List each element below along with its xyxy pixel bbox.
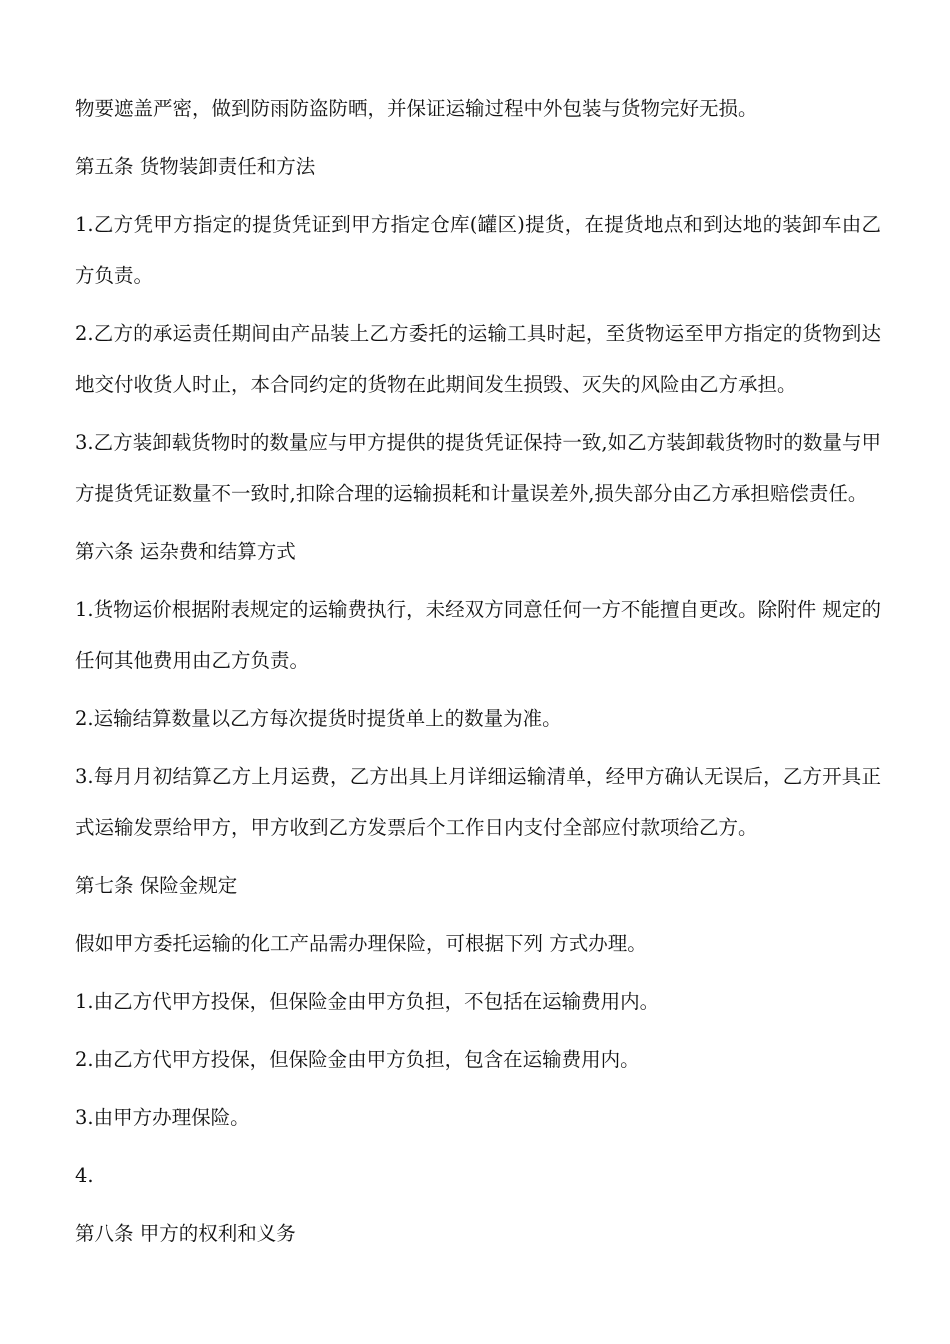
article-6-clause-3: 3.每月月初结算乙方上月运费，乙方出具上月详细运输清单，经甲方确认无误后，乙方开具正式运输发票给甲方，甲方收到乙方发票后个工作日内支付全部应付款项给乙方。 xyxy=(75,765,881,839)
article-5-heading: 第五条 货物装卸责任和方法 xyxy=(75,155,316,178)
article-6-heading: 第六条 运杂费和结算方式 xyxy=(75,540,296,563)
article-7-option-1: 1.由乙方代甲方投保，但保险金由甲方负担，不包括在运输费用内。 xyxy=(75,990,660,1013)
article-7-heading: 第七条 保险金规定 xyxy=(75,874,238,897)
article-7-option-3: 3.由甲方办理保险。 xyxy=(75,1106,250,1129)
paragraph-continuation: 物要遮盖严密，做到防雨防盗防晒，并保证运输过程中外包装与货物完好无损。 xyxy=(75,97,758,120)
article-8-heading: 第八条 甲方的权利和义务 xyxy=(75,1222,296,1245)
article-6-clause-1: 1.货物运价根据附表规定的运输费执行，未经双方同意任何一方不能擅自更改。除附件 规定的任何其他费用由乙方负责。 xyxy=(75,598,881,672)
article-5-clause-3: 3.乙方装卸载货物时的数量应与甲方提供的提货凭证保持一致,如乙方装卸载货物时的数量与甲方提货凭证数量不一致时,扣除合理的运输损耗和计量误差外,损失部分由乙方承担赔偿责任。 xyxy=(75,431,881,505)
article-5-clause-1: 1.乙方凭甲方指定的提货凭证到甲方指定仓库(罐区)提货，在提货地点和到达地的装卸车由乙方负责。 xyxy=(75,213,881,287)
article-7-option-4: 4. xyxy=(75,1164,94,1187)
article-6-clause-2: 2.运输结算数量以乙方每次提货时提货单上的数量为准。 xyxy=(75,707,562,730)
article-7-option-2: 2.由乙方代甲方投保，但保险金由甲方负担，包含在运输费用内。 xyxy=(75,1048,640,1071)
article-7-intro: 假如甲方委托运输的化工产品需办理保险，可根据下列 方式办理。 xyxy=(75,932,647,955)
document-body xyxy=(75,83,881,1259)
article-5-clause-2: 2.乙方的承运责任期间由产品装上乙方委托的运输工具时起，至货物运至甲方指定的货物到达地交付收货人时止，本合同约定的货物在此期间发生损毁、灭失的风险由乙方承担。 xyxy=(75,322,881,396)
